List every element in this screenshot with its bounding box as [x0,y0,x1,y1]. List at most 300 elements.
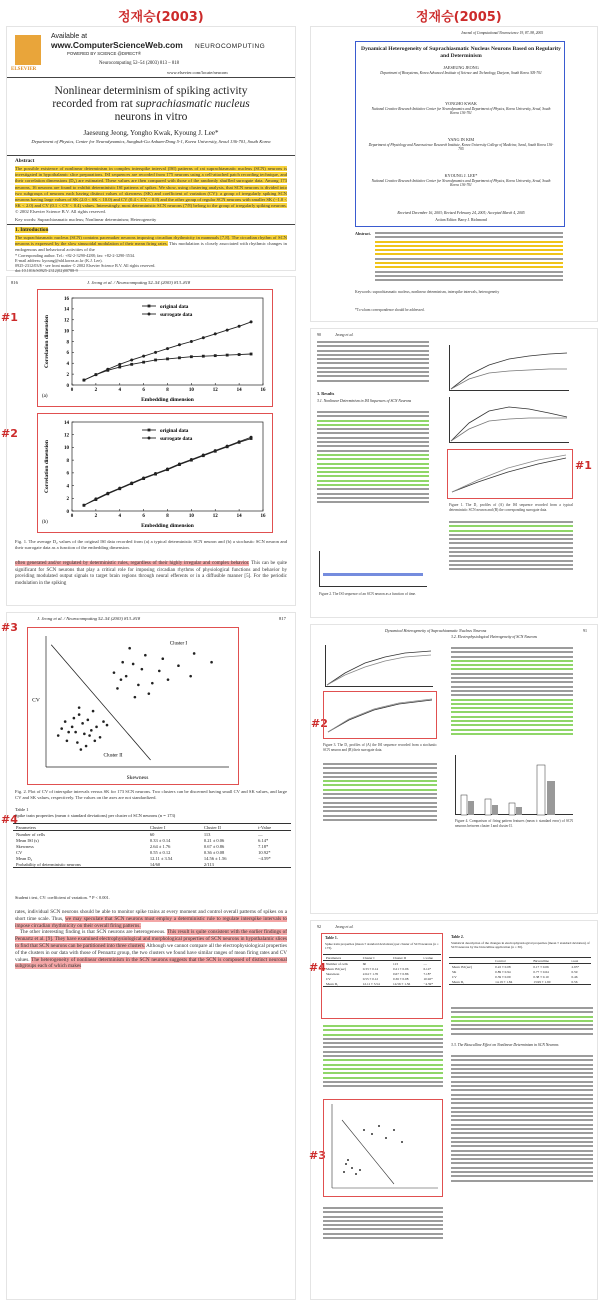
table-cell [255,861,291,868]
table-cell: 0.36 ± 0.08 [203,849,225,855]
data-point [88,734,91,737]
x-tick-label: 4 [118,514,121,519]
body-lines-e [451,647,573,737]
table-cell: 12.11 ± 3.54 [360,981,390,987]
table-cell: Mean D₂ [323,981,360,987]
data-point [121,661,124,664]
table-cell: SK [452,969,457,974]
table-heading: Table 1 [15,807,29,812]
table-cell: Mean ISI (sec) [452,964,473,969]
journal-name: NEUROCOMPUTING [195,43,266,50]
body-text-p816: often generated and/or regulated by deterministic rules, regardless of their highly irregular and complex behavior. This can be quite significant for SCN neurons that play a critical role for imposing circadian rhythms of physiological functions and behavior by providing modulated output signals to target brain regions through neural efferents or in a diffusible manner [5]. For the periodic modulation in the spiking [15,561,287,586]
author-affiliation: Department of Physiology and Neuroscience Research Institute, Korea University College of Medicine, Seoul, South Korea 136-705 [368,143,554,152]
table-cell: Number of cells [326,961,348,966]
data-point [134,696,137,699]
subheading-3-2: 3.2. Electrophysiological Heterogeneity of SCN Neurons [451,635,537,639]
fig1a-chart [38,290,271,405]
legend-marker [148,429,151,432]
legend-label: surrogate data [160,312,193,318]
intro-text: The suprachiasmatic nucleus (SCN) contains pacemaker neurons imposing circadian rhythmicity in mammals [7,8]. The circadian rhythm of SCN neurons is expressed by the slow sinusoidal modulation of their mean firing rates. This modulation is closely associated with rhythmic changes in endogenous and behavioral activities of the [15,235,287,253]
table1-2005 [323,954,441,987]
table-cell: 14.56 ± 1.56 [390,981,420,987]
page-number: 92 [317,924,321,929]
table-header-cell: t-Value [255,824,291,831]
results-heading: 3. Results [317,391,335,396]
paper-2005-page-3 [310,624,598,914]
y-tick-label: 16 [64,296,69,302]
paper-title-2003: Nonlinear determinism of spiking activity recorded from rat suprachiasmatic nucleus neurons in vitro [52,85,250,123]
running-head: J. Jeong et al. / Neurocomputing 52–54 (2003) 813–818 [37,616,141,621]
data-point [116,687,119,690]
author-name: KYOUNG J. LEE* [444,173,478,178]
data-point [130,358,133,361]
data-point [76,741,79,744]
data-point [137,684,140,687]
fig5-scatter-box [323,1099,443,1197]
table1-heading: Table 1. [325,936,338,940]
data-point [106,492,109,495]
action-editor: Action Editor: Barry J. Richmond [435,218,487,222]
x-tick-label: 4 [118,388,121,393]
table1-caption: Spike train properties (mean ± standard deviations) per cluster of SCN neurons (n = 173). [325,942,439,951]
abstract-text: The possible existence of nonlinear determinism in complex interspike interval (ISI) patterns of rat suprachiasmatic nucleus (SCN) neurons is investigated in hypothalamic slice preparations. ISI sequences are recorded from 175 neurons using a cell-attached patch recording technique, and their correlation dimensions (D₂) are estimated. These values are then compared with those of the randomly shuffled surrogate data. Among 173 neurons, 16 neurons are found to exhibit deterministic ISI patterns of spikes. We show, using clustering analysis, that SCN neurons is divided into two subgroups of neurons each having distinct values of skewness (SK) and coefficient of variation (CV): a group of irregularly spiking SCN neurons having large values of SK (2.0 < SK < 10.0) and CV (0.4 < CV < 0.8) and the other group of regular SCN neurons with smaller SK (−1.0 < SK < 2.0) and CV (0.1 < CV < 0.4) values. Interestingly, most deterministic SCN neurons (7/8) belong to the group of irregularly spiking neurons. © 2002 Elsevier Science B.V. All rights reserved. [15,166,287,215]
x-tick-label: 10 [188,514,194,519]
table-cell: 0.21 ± 0.06 [203,837,225,843]
author-affiliation: National Creative Research Initiative Center for Neurodynamics and Department of Physics, Korea University, Seoul, South Korea 136-701 [371,107,551,116]
running-head: Jeong et al. [335,332,354,337]
fig2-caption-2005: Figure 2. The ISI sequence of an SCN neuron as a function of time. [319,592,417,596]
data-point [80,748,83,751]
abstract-lines-2005 [375,232,563,284]
table-cell: 0.33 ± 0.14 [149,837,171,843]
y-tick-label: 2 [66,372,69,378]
author-name: YANG IN KIM [447,137,475,142]
table-cell: 12.11 ± 3.54 [149,855,173,861]
data-point [142,361,145,364]
table-cell: 0.39 ± 0.09 [495,974,511,979]
data-point [214,354,217,357]
paper-2003-page-3 [1,612,296,1300]
data-point [250,353,253,356]
data-point [202,355,205,358]
x-tick-label: 2 [94,388,98,393]
x-tick-label: 6 [142,514,145,519]
data-point [141,668,144,671]
data-point [166,347,169,350]
table-header-cell: Cluster I [360,955,390,961]
data-point [158,670,161,673]
fig1-caption: Fig. 1. The average D₂ values of the original ISI data recorded from (a) a typical deterministic SCN neuron and (b) a stochastic SCN neuron and their surrogate data as a function of the embedding dimension. [15,539,287,551]
table-row [323,981,441,987]
fig5-mini-scatter [324,1100,441,1195]
data-point [148,692,151,695]
table-header-cell: Cluster I [147,824,201,831]
data-point [226,354,229,357]
y-tick-label: 10 [64,446,69,452]
body-lines-a [317,341,429,384]
figure-tag-2-2005: #2 [311,717,328,730]
powered-by: POWERED BY SCIENCE @DIRECT® [67,51,142,56]
x-axis-label: Embedding dimension [141,397,194,403]
table-cell: CV [452,974,457,979]
table-cell: Mean D₂ [16,855,33,861]
data-point [190,458,193,461]
subheading-3-3: 3.3. The Bicuculline Effect on Nonlinear Determinism in SCN Neurons [451,1043,559,1047]
table-cell: 0.55 ± 0.12 [362,976,379,981]
data-point [167,678,170,681]
y-tick-label: 8 [66,458,69,464]
body-lines-b [317,411,429,506]
fig1-caption-2005: Figure 1. The D₂ profiles of (A) the ISI sequence recorded from a typical deterministic SCN neuron and (B) the corresponding surrogate data. [449,503,573,512]
y-tick-label: 0 [66,509,69,515]
data-point [193,652,196,655]
panel-label: (b) [42,520,48,525]
data-point [120,678,123,681]
data-point [92,710,95,713]
x-axis-label: Skewness [126,775,149,781]
fig3-caption-2005: Figure 3. The D₂ profiles of (A) the ISI sequence recorded from a stochastic SCN neuron and (B) their surrogate data. [323,743,437,752]
available-text: Available at [51,33,88,40]
table-cell: CV [16,849,23,855]
x-tick-label: 0 [70,388,74,393]
series-line [84,439,251,506]
table-cell: 7.18* [258,843,269,849]
table-cell: 113 [203,831,211,837]
citation-line: Neurocomputing 52–54 (2003) 813 – 818 [99,61,180,66]
body-lines-f [323,1025,443,1089]
y-tick-label: 14 [64,420,69,426]
data-point [82,379,85,382]
panel-label: (a) [42,394,48,399]
table-cell: 2.64 ± 1.76 [362,971,379,976]
y-axis-label: Correlation dimension [44,440,50,493]
y-tick-label: 10 [64,329,69,335]
fig1b-chart [38,414,271,531]
paper-title-2005: Dynamical Heterogeneity of Suprachiasmatic Nucleus Neurons Based on Regularity and Determinism [361,46,561,59]
author-name: YONGHO KWAK [445,101,477,106]
data-point [142,476,145,479]
table-cell: 0.36 ± 0.08 [393,976,409,981]
journal-url: www.elsevier.com/locate/neucom [167,70,228,75]
fig3B-mini-curves [324,692,435,737]
table-cell: 2.64 ± 1.76 [149,843,171,849]
paper-2003-page-1 [6,26,296,271]
legend-label: original data [160,304,189,310]
data-point [87,719,90,722]
data-point [154,472,157,475]
data-point [57,734,60,737]
body-lines-d [323,763,437,823]
fig3A-mini-curves [325,645,433,687]
x-tick-label: 10 [188,388,194,393]
table-cell: Mean ISI (sec) [326,966,347,971]
y-axis-label: Correlation dimension [44,315,50,368]
data-point [60,727,63,730]
data-point [106,724,109,727]
page-number: 90 [317,332,321,337]
data-point [226,329,229,332]
fig1B-mini-curves [449,397,569,443]
table-cell: 0.67 ± 0.86 [203,843,225,849]
table-cell: −4.59* [420,981,441,987]
legend-marker [148,437,151,440]
page-number: 91 [583,628,587,633]
running-head: Dynamical Heterogeneity of Suprachiasmatic Nucleus Neurons [385,628,487,633]
paper-2005-column [306,0,600,1304]
data-point [238,353,241,356]
table-caption: Spike train properties (mean ± standard deviations) per cluster of SCN neurons (n = 173) [15,813,176,818]
data-point [99,736,102,739]
x-tick-label: 12 [212,514,218,519]
y-axis-label: CV [32,697,40,704]
y-tick-label: 2 [66,497,69,503]
table-cell: 0.56 [568,979,591,985]
data-point [161,657,164,660]
table-row [449,979,591,985]
table-cell: 60 [362,961,367,966]
fig2-caption: Fig. 2. Plot of CV of interspike intervals versus SK for 173 SCN neurons. Two clusters can be discerned having small CV and SK values, and large CV and SK values, respectively. The values on the axes are not standardized. [15,789,287,801]
data-point [154,351,157,354]
data-point [66,740,69,743]
body-lines-h [451,1055,593,1184]
page-number: 816 [11,280,18,285]
data-point [202,336,205,339]
elsevier-logo-icon [15,35,41,65]
table-cell: — [258,831,263,837]
table-cell: 0.89 ± 0.94 [495,969,511,974]
table-cell: 6.14* [258,837,269,843]
table-cell: 13.99 ± 1.90 [530,979,568,985]
table-cell: Mean D₂ [449,979,492,985]
data-point [74,731,77,734]
table-row [13,861,291,868]
authors-2003: Jaeseung Jeong, Yongho Kwak, Kyoung J. Lee* [83,129,219,137]
fig4-caption-2005: Figure 4. Comparison of firing pattern features (mean ± standard error) of SCN neurons between cluster I and cluster II. [455,819,573,828]
x-tick-label: 6 [142,388,145,393]
data-point [106,368,109,371]
fig4-bar-mini-bars [455,755,573,815]
fig1b-box [37,413,273,533]
x-tick-label: 16 [260,388,266,393]
table-header-cell: Cluster II [201,824,255,831]
data-point [154,359,157,362]
y-tick-label: 4 [66,362,69,368]
page-number: 817 [279,616,286,621]
x-tick-label: 0 [70,514,74,519]
year-label-2003: 정재승(2003) [118,10,204,25]
site-link[interactable]: www.ComputerScienceWeb.com [51,40,183,50]
legend-label: original data [160,428,189,434]
data-point [82,504,85,507]
fig2-scatter-chart [28,628,237,783]
data-point [78,713,81,716]
x-axis-label: Embedding dimension [141,523,194,529]
cluster-divider-line [51,645,150,760]
data-point [202,454,205,457]
x-tick-label: 2 [94,514,98,519]
data-point [214,449,217,452]
data-point [118,487,121,490]
table-note: Student t test, CV: coefficient of variation. * P < 0.001. [15,895,110,900]
header-rule [7,77,295,78]
figure-tag-1: #1 [1,311,18,324]
data-point [128,647,131,650]
table-cell: 0.55 ± 0.12 [149,849,171,855]
data-point [85,745,88,748]
journal-line: Journal of Computational Neuroscience 19, 87–98, 2005 [461,31,543,35]
abstract-label: Abstract. [355,231,371,236]
table-tag-4-2005: #4 [309,961,326,974]
data-point [83,733,86,736]
data-point [250,320,253,323]
table-cell: 60 [149,831,155,837]
y-tick-label: 6 [66,351,69,357]
table-cell: 14.19 ± 1.84 [492,979,530,985]
table2-2005 [449,957,591,985]
data-point [142,355,145,358]
table2-heading: Table 2. [451,935,464,939]
table-cell: 6.14* [423,966,432,971]
author-name: JAESEUNG JEONG [443,65,479,70]
table-cell: 0.67 ± 0.86 [393,971,409,976]
body-lines-g [451,1007,593,1037]
data-point [102,720,105,723]
data-point [178,343,181,346]
x-tick-label: 12 [212,388,218,393]
table-cell: Mean ISI (s) [16,837,39,843]
table-cell: 113 [393,961,398,966]
table-header-cell: Control [492,958,530,964]
data-point [130,363,133,366]
y-tick-label: 6 [66,471,69,477]
data-point [210,661,213,664]
body-lines-c [449,521,573,573]
data-point [64,720,67,723]
figure-tag-2: #2 [1,427,18,440]
table-header-cell: Bicuculline [530,958,568,964]
paper-2003-page-2 [1,276,296,606]
table-cell: Skewness [16,843,34,849]
y-tick-label: 14 [64,307,69,313]
y-tick-label: 12 [64,433,69,439]
table-cell: 2.95* [571,964,580,969]
fig2-isi-mini-dots [319,551,427,587]
x-tick-label: 14 [236,514,242,519]
data-point [250,436,253,439]
table-cell: 7.18* [423,971,432,976]
table-header-cell: t-value [420,955,441,961]
intro-heading: 1. Introduction [15,227,49,233]
keywords-2003: Key words: Suprachiasmatic nucleus; Nonlinear determinism; Heterogeneity [15,217,157,222]
x-tick-label: 8 [166,514,169,519]
table-header-cell: Parameters [323,955,360,961]
table-cell: Probability of deterministic neurons [13,861,147,868]
data-point [166,468,169,471]
data-point [151,682,154,685]
data-point [73,717,76,720]
figure-tag-3: #3 [1,621,18,634]
fig1A-mini-curves [449,345,569,391]
author-affiliation: Department of Biosystems, Korea Advanced Institute of Science and Technology, Daejeon, South Korea 305-701 [380,71,542,75]
data-point [144,654,147,657]
table-tag-4: #4 [1,813,18,826]
table-cell: 14.56 ± 1.56 [203,855,227,861]
table-header-cell: t-test [568,958,591,964]
table-cell: 14/60 [147,861,201,868]
table-cell: — [423,961,427,966]
data-point [118,363,121,366]
table-header-cell: Parameters [13,824,147,831]
y-tick-label: 0 [66,383,69,389]
data-point [90,729,93,732]
paper-2005-page-4 [310,920,598,1300]
table-cell: 0.22 ± 0.08 [495,964,511,969]
fig3B-box [323,691,437,739]
data-point [81,722,84,725]
fig1a-box [37,289,273,407]
fig1C-mini-curves [448,450,571,497]
data-point [214,332,217,335]
table-cell: Number of cells [16,831,45,837]
running-head: Jeong et al. [335,924,354,929]
data-point [67,731,70,734]
legend-marker [148,313,151,316]
data-point [125,675,128,678]
figure-tag-3-2005: #3 [309,1149,326,1162]
data-point [189,675,192,678]
running-head: J. Jeong et al. / Neurocomputing 52–54 (2003) 813–818 [87,280,191,285]
data-point [78,706,81,709]
spike-properties-table [13,823,291,868]
author-affiliation: National Creative Research Initiative Center for Neurodynamics and Department of Physics, Korea University, Seoul, South Korea 136-701 [371,179,551,188]
received-dates: Received December 16, 2003; Revised February 24, 2005; Accepted March 4, 2005 [397,211,525,215]
data-point [94,497,97,500]
table-cell: 0.77 ± 0.64 [533,969,549,974]
data-point [130,482,133,485]
table-cell: 10.92* [258,849,271,855]
table2-caption: Statistical description of the changes in electrophysiological properties (mean ± standard deviation) of SCN neurons by the bicuculline application (n = 30). [451,941,590,950]
body-text-p817: rates, individual SCN neurons should be able to monitor spike trains at every moment and control overall patterns of spikes on a short time scale. Thus, we may speculate that SCN neurons must employ a deterministic rule to regulate interspike intervals to impose circadian rhythmicity on their overall firing patterns. The other interesting finding is that SCN neurons are heterogeneous. This result is quite consistent with the earlier findings of Pennartz et al. [9]. They have examined electrophysiological and morphological properties of SCN neurons in hypothalamic slices to find that SCN neurons can be partitioned into three clusters. Although we cannot compare all the electrophysiological properties of the clusters in our data with those of Pennartz group, the two clusters we found have similar ranges of mean firing rates and CV values. The heterogeneity of nonlinear determinism in the SCN neurons suggests that the SCN is composed of distinct neuronal subgroups each of which makes [15,909,288,970]
table-cell: 0.38 ± 0.10 [533,974,549,979]
y-tick-label: 4 [66,484,69,490]
legend-label: surrogate data [160,436,193,442]
table-cell: 10.92* [423,976,433,981]
fig1C-box [447,449,573,499]
body-lines-i [323,1207,443,1241]
table-cell: 0.21 ± 0.06 [393,966,409,971]
year-label-2005: 정재승(2005) [416,10,502,25]
data-point [190,340,193,343]
data-point [190,355,193,358]
data-point [238,440,241,443]
cluster-label: Cluster II [103,753,123,759]
paper-2005-page-1 [310,26,598,322]
footnote-2005: *To whom correspondence should be addressed. [355,308,425,312]
table-cell: Skewness [326,971,340,976]
keywords-2005: Keywords: suprachiasmatic nucleus, nonlinear determinism, interspike intervals, heterogeneity [355,290,500,294]
data-point [166,358,169,361]
data-point [71,726,74,729]
results-subheading: 3.1. Nonlinear Determinism in ISI Sequences of SCN Neurons [317,399,412,403]
data-point [226,445,229,448]
abstract-heading: Abstract [15,158,35,164]
data-point [177,664,180,667]
table-header-cell: Cluster II [390,955,420,961]
table-cell: 0.59 [571,969,578,974]
x-tick-label: 8 [166,388,169,393]
data-point [94,740,97,743]
x-tick-label: 16 [260,514,266,519]
